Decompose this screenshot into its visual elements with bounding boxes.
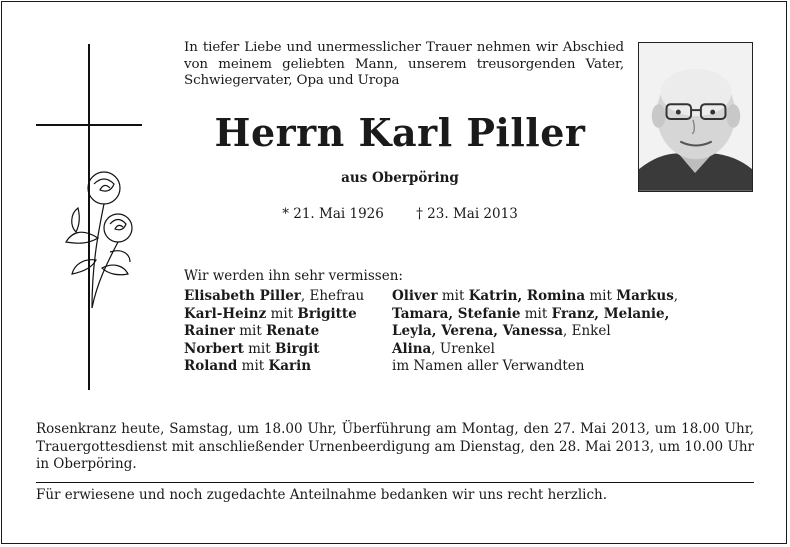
mourner-relation: mit xyxy=(243,340,275,357)
mourner-name: Birgit xyxy=(274,340,320,357)
mourner-line xyxy=(392,358,692,376)
mourner-name: Katrin, Romina xyxy=(468,288,586,304)
miss-heading: Wir werden ihn sehr vermissen: xyxy=(184,268,403,284)
mourner-line xyxy=(392,288,692,306)
intro-text: In tiefer Liebe und unermesslicher Trauer nehmen wir Abschied von meinem geliebten Mann, unserem treusorgenden Vater, Schwiegervater, Opa und Uropa xyxy=(184,40,624,88)
mourner-relation: , Urenkel xyxy=(431,340,495,357)
mourner-name: Franz, Melanie, xyxy=(551,305,670,322)
thanks-text: Für erwiesene und noch zugedachte Anteilnahme bedanken wir uns recht herzlich. xyxy=(36,487,608,503)
mourner-name: Karl-Heinz xyxy=(184,305,267,322)
mourner-relation: mit xyxy=(234,323,267,340)
mourner-line xyxy=(184,306,389,324)
mourner-relation: mit xyxy=(585,288,617,304)
mourner-name: Leyla, Verena, Vanessa xyxy=(392,323,564,340)
mourner-relation: mit xyxy=(437,288,469,304)
divider xyxy=(36,482,754,483)
mourner-relation: im Namen aller Verwandten xyxy=(392,358,585,375)
deceased-name: Herrn Karl Piller xyxy=(214,110,586,155)
mourner-name: Tamara, Stefanie xyxy=(392,305,521,322)
portrait-photo xyxy=(638,42,753,192)
mourner-name: Renate xyxy=(266,323,320,340)
mourner-relation: , xyxy=(673,288,679,304)
mourner-line xyxy=(184,323,389,341)
mourner-line xyxy=(184,288,389,306)
mourners-left xyxy=(184,288,389,376)
mourner-line xyxy=(392,341,692,359)
mourner-relation: , Ehefrau xyxy=(300,288,365,304)
cross-icon-bar xyxy=(36,124,142,126)
origin-text: aus Oberpöring xyxy=(341,170,459,186)
mourners-right xyxy=(392,288,692,376)
roses-icon xyxy=(52,168,142,318)
mourner-name: Norbert xyxy=(184,340,244,357)
mourner-line xyxy=(392,323,692,341)
service-info: Rosenkranz heute, Samstag, um 18.00 Uhr, Überführung am Montag, den 27. Mai 2013, um 18.00 Uhr, Trauergottesdienst mit anschließender Urnenbeerdigung am Dienstag, den 28. Mai 2013, um 10.00 Uhr in Oberpöring. xyxy=(36,421,754,472)
mourner-relation: mit xyxy=(520,305,552,322)
mourner-name: Alina xyxy=(392,340,432,357)
mourner-relation: mit xyxy=(266,305,298,322)
mourner-line xyxy=(184,341,389,359)
death-date: † 23. Mai 2013 xyxy=(416,206,518,222)
mourner-name: Oliver xyxy=(392,288,438,304)
life-dates xyxy=(184,206,616,222)
mourner-name: Elisabeth Piller xyxy=(184,288,301,304)
mourner-line xyxy=(392,306,692,324)
mourner-relation: mit xyxy=(237,358,269,375)
mourner-name: Brigitte xyxy=(297,305,357,322)
mourner-relation: , Enkel xyxy=(563,323,611,340)
birth-date: * 21. Mai 1926 xyxy=(282,206,384,222)
mourner-name: Karin xyxy=(268,358,312,375)
mourner-name: Roland xyxy=(184,358,238,375)
mourner-name: Rainer xyxy=(184,323,235,340)
mourner-name: Markus xyxy=(616,288,674,304)
mourner-line xyxy=(184,358,389,376)
